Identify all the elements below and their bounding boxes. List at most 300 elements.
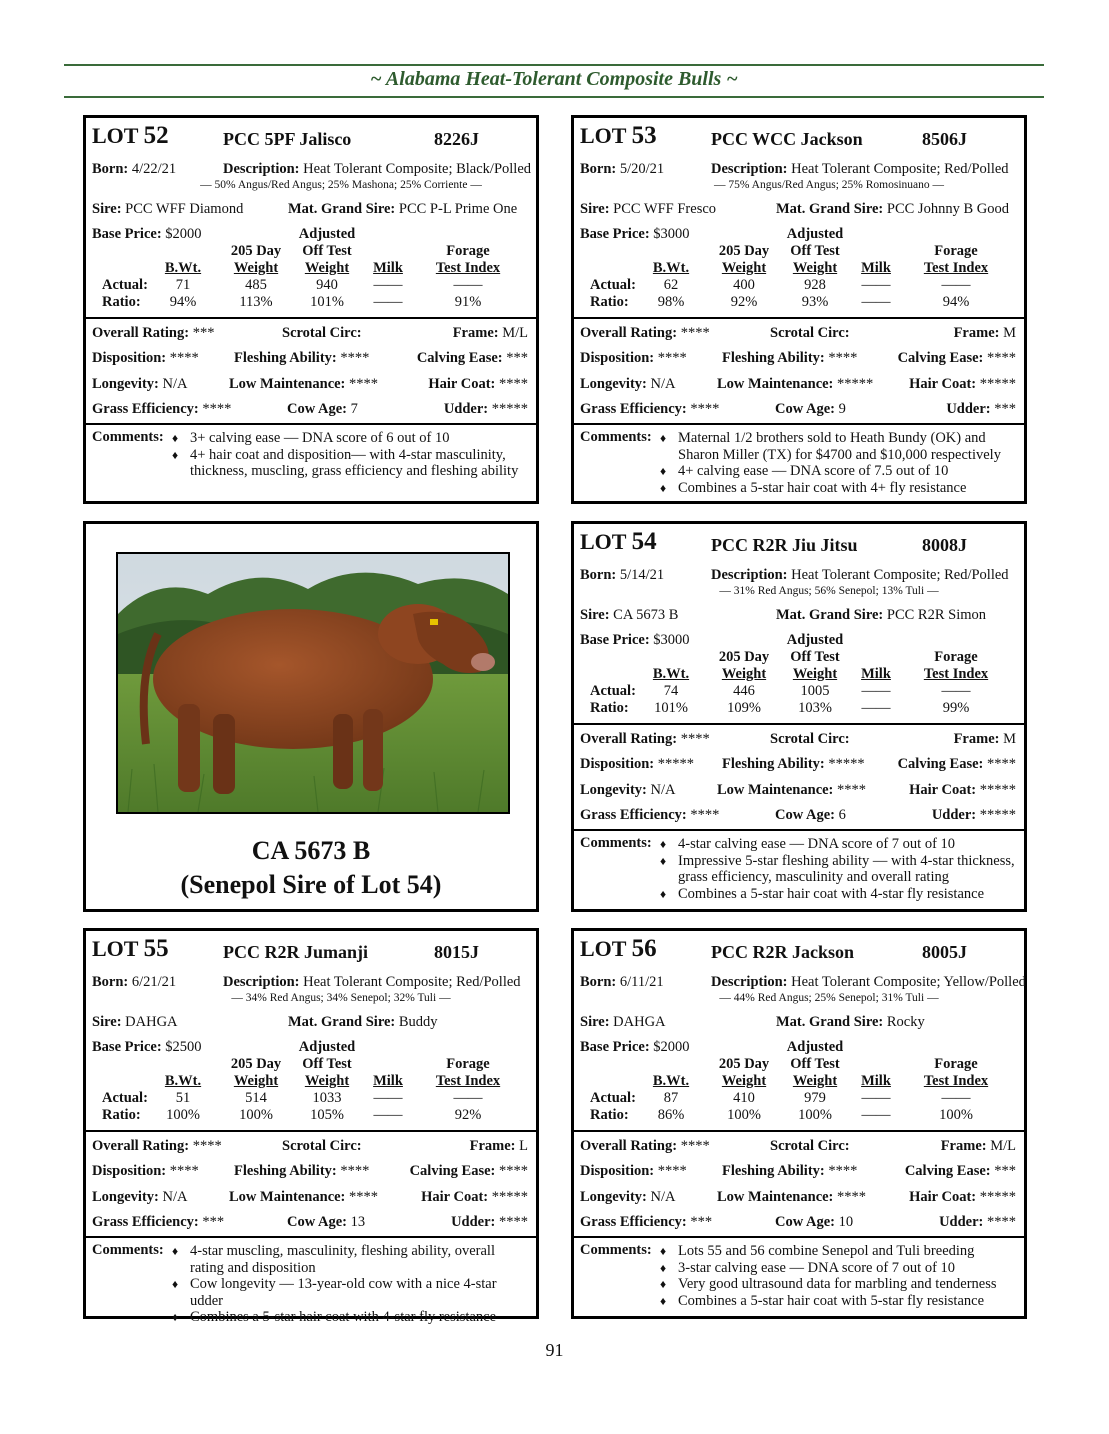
udder-label: Udder:: [939, 1214, 984, 1230]
fleshing-label: Fleshing Ability:: [722, 350, 825, 366]
mgs-label: Mat. Grand Sire:: [776, 1014, 884, 1030]
lowmaint-label: Low Maintenance:: [229, 376, 346, 392]
description-row: [223, 974, 521, 991]
overall-label: Overall Rating:: [580, 325, 678, 341]
col-offtest-header: Off Test: [302, 1056, 352, 1072]
ratio-forage: 91%: [454, 294, 482, 310]
calving-label: Calving Ease:: [897, 350, 984, 366]
fleshing-value: *****: [828, 756, 865, 772]
ratio-milk: ——: [373, 1107, 403, 1123]
sire-row: [92, 201, 243, 218]
overall-value: ****: [680, 325, 710, 341]
disposition: [92, 1163, 199, 1180]
divider: [574, 723, 1024, 725]
mgs-row: [776, 201, 1009, 218]
born-label: Born:: [580, 974, 617, 990]
col-bwt-header: B.Wt.: [164, 260, 202, 276]
calving-ease: [410, 1163, 528, 1180]
description-row: [711, 161, 1009, 178]
calving-value: ***: [506, 350, 528, 366]
lowmaint-value: ****: [349, 1189, 379, 1205]
overall-value: ****: [680, 1138, 710, 1154]
col-weight2-header: Weight: [304, 1073, 350, 1089]
longevity-value: N/A: [162, 376, 188, 392]
base-price-row: [92, 1039, 202, 1056]
udder-value: *****: [491, 401, 528, 417]
actual-forage: ——: [941, 1090, 971, 1106]
disposition-value: ****: [657, 350, 687, 366]
comments-list: [172, 1243, 528, 1326]
hair-coat: [421, 1189, 528, 1206]
diamond-bullet-icon: ♦: [660, 464, 667, 478]
actual-bwt: 87: [663, 1090, 679, 1106]
bull-name: PCC R2R Jumanji: [223, 942, 369, 962]
col-offtest-header: Off Test: [790, 1056, 840, 1072]
actual-label: Actual:: [102, 1090, 148, 1106]
ratio-bwt: 98%: [657, 294, 685, 310]
comment-item: [660, 1243, 1016, 1260]
disposition-label: Disposition:: [92, 350, 167, 366]
born-label: Born:: [92, 974, 129, 990]
breed-composition: — 31% Red Angus; 56% Senepol; 13% Tuli —: [719, 585, 939, 597]
comment-text: Cow longevity — 13-year-old cow with a nice 4-star udder: [190, 1276, 497, 1309]
tag-number: 8015J: [434, 942, 479, 962]
actual-label: Actual:: [102, 277, 148, 293]
lot-card-52: [83, 115, 539, 504]
actual-bwt: 51: [175, 1090, 191, 1106]
actual-offtest: 979: [804, 1090, 826, 1106]
comment-item: [660, 853, 1016, 886]
col-forage-header: Forage: [446, 243, 490, 259]
sire-value: CA 5673 B: [613, 607, 679, 623]
longevity: [92, 376, 187, 393]
divider: [574, 1236, 1024, 1238]
longevity: [580, 1189, 675, 1206]
col-weight2-header: Weight: [792, 666, 838, 682]
longevity-label: Longevity:: [92, 376, 159, 392]
calving-label: Calving Ease:: [897, 756, 984, 772]
actual-label: Actual:: [590, 277, 636, 293]
actual-205: 485: [245, 277, 267, 293]
calving-ease: [898, 350, 1016, 367]
comment-text: 4-star calving ease — DNA score of 7 out of 10: [678, 836, 956, 852]
cowage-label: Cow Age:: [287, 401, 348, 417]
longevity: [92, 1189, 187, 1206]
born-row: [580, 161, 664, 178]
description-value: Heat Tolerant Composite; Red/Polled: [303, 974, 521, 990]
col-testindex-header: Test Index: [923, 1073, 989, 1089]
lowmaint-value: ****: [837, 1189, 867, 1205]
page-header-title: ~ Alabama Heat-Tolerant Composite Bulls ~: [370, 68, 738, 90]
actual-forage: ——: [941, 683, 971, 699]
comment-text: 4+ hair coat and disposition— with 4-star masculinity, thickness, muscling, grass efficiency and fleshing ability: [190, 446, 519, 479]
ratio-milk: ——: [861, 294, 891, 310]
hair-label: Hair Coat:: [909, 376, 977, 392]
description-value: Heat Tolerant Composite; Red/Polled: [791, 161, 1009, 177]
bull-name: PCC R2R Jiu Jitsu: [711, 535, 858, 555]
frame: [954, 325, 1016, 342]
divider: [86, 1130, 536, 1132]
calving-value: ****: [987, 350, 1016, 366]
disposition-value: ****: [657, 1163, 687, 1179]
divider: [574, 317, 1024, 319]
col-205day-header: 205 Day: [230, 1056, 282, 1072]
ratio-forage: 94%: [942, 294, 970, 310]
low-maintenance: [717, 376, 873, 393]
calving-value: ****: [499, 1163, 528, 1179]
grass-efficiency: [580, 401, 719, 418]
grass-label: Grass Efficiency:: [92, 1214, 199, 1230]
actual-205: 400: [733, 277, 755, 293]
overall-rating: [580, 731, 710, 748]
col-forage-header: Forage: [934, 1056, 978, 1072]
col-205day-header: 205 Day: [230, 243, 282, 259]
tag-number: 8506J: [922, 129, 967, 149]
diamond-bullet-icon: ♦: [660, 1244, 667, 1258]
lowmaint-label: Low Maintenance:: [717, 1189, 834, 1205]
lot-card-54: [571, 521, 1027, 912]
sire-photo-card: [83, 521, 539, 912]
col-testindex-header: Test Index: [923, 666, 989, 682]
base-price-row: [580, 1039, 690, 1056]
udder-value: ****: [499, 1214, 528, 1230]
actual-offtest: 1005: [800, 683, 830, 699]
ratio-bwt: 100%: [166, 1107, 200, 1123]
sire-row: [580, 607, 678, 624]
frame-value: M: [1003, 731, 1016, 747]
diamond-bullet-icon: ♦: [172, 431, 179, 445]
base-price-row: [92, 226, 202, 243]
actual-offtest: 1033: [312, 1090, 342, 1106]
breed-composition: — 34% Red Angus; 34% Senepol; 32% Tuli —: [231, 992, 451, 1004]
frame-value: M/L: [502, 325, 528, 341]
longevity-value: N/A: [650, 376, 676, 392]
actual-forage: ——: [453, 1090, 483, 1106]
udder-label: Udder:: [931, 807, 977, 823]
cow-age: [775, 807, 846, 824]
disposition-label: Disposition:: [580, 1163, 655, 1179]
actual-milk: ——: [373, 277, 403, 293]
frame-label: Frame:: [452, 325, 499, 341]
col-forage-header: Forage: [934, 649, 978, 665]
divider: [86, 1236, 536, 1238]
overall-label: Overall Rating:: [92, 325, 190, 341]
sire-label: Sire:: [580, 201, 610, 217]
lot-label: LOT: [580, 123, 627, 148]
sire-label: Sire:: [580, 607, 610, 623]
born-row: [580, 567, 664, 584]
base-price-label: Base Price:: [580, 632, 650, 648]
hair-label: Hair Coat:: [421, 1189, 489, 1205]
calving-label: Calving Ease:: [416, 350, 503, 366]
comment-item: [660, 480, 1016, 497]
col-offtest-header: Off Test: [790, 243, 840, 259]
cowage-value: 6: [838, 807, 846, 823]
divider: [86, 317, 536, 319]
overall-rating: [580, 325, 710, 342]
cowage-label: Cow Age:: [775, 807, 836, 823]
breed-composition: — 44% Red Angus; 25% Senepol; 31% Tuli —: [719, 992, 939, 1004]
comments-label: Comments:: [92, 1242, 164, 1258]
scrotal-label: Scrotal Circ:: [282, 325, 362, 341]
grass-value: ***: [690, 1214, 713, 1230]
mgs-row: [288, 1014, 438, 1031]
diamond-bullet-icon: ♦: [172, 1244, 179, 1258]
bull-name: PCC R2R Jackson: [711, 942, 855, 962]
comment-text: Combines a 5-star hair coat with 4-star fly resistance: [678, 885, 985, 902]
comment-item: [172, 1243, 528, 1276]
col-bwt-header: B.Wt.: [652, 666, 690, 682]
actual-milk: ——: [861, 277, 891, 293]
diamond-bullet-icon: ♦: [172, 447, 179, 462]
hair-coat: [909, 376, 1016, 393]
base-price-value: $2000: [653, 1039, 690, 1055]
overall-value: ***: [192, 325, 215, 341]
comment-item: [172, 430, 528, 447]
grass-label: Grass Efficiency:: [92, 401, 199, 417]
comment-item: [172, 1276, 528, 1309]
description-value: Heat Tolerant Composite; Black/Polled: [303, 161, 531, 177]
born-row: [92, 974, 176, 991]
actual-offtest: 940: [316, 277, 338, 293]
col-205day-header: 205 Day: [718, 243, 770, 259]
lot-card-53: [571, 115, 1027, 504]
lowmaint-value: ****: [349, 376, 379, 392]
ratio-offtest: 100%: [798, 1107, 832, 1123]
actual-milk: ——: [861, 1090, 891, 1106]
base-price-value: $2500: [165, 1039, 202, 1055]
comment-text: Very good ultrasound data for marbling and tenderness: [678, 1276, 997, 1292]
description-row: [223, 161, 531, 178]
lowmaint-value: *****: [837, 376, 874, 392]
low-maintenance: [717, 1189, 866, 1206]
grass-label: Grass Efficiency:: [580, 807, 687, 823]
divider: [574, 1130, 1024, 1132]
disposition-value: ****: [169, 1163, 199, 1179]
col-forage-header: Forage: [934, 243, 978, 259]
scrotal-circ: [282, 1138, 362, 1155]
sire-row: [580, 1014, 666, 1031]
udder-label: Udder:: [946, 401, 991, 417]
disposition-label: Disposition:: [92, 1163, 167, 1179]
lot-heading: [580, 935, 657, 963]
ratio-offtest: 103%: [798, 700, 832, 716]
hair-value: *****: [979, 1189, 1016, 1205]
lot-number: 53: [631, 122, 657, 149]
hair-label: Hair Coat:: [909, 1189, 977, 1205]
hair-coat: [909, 1189, 1016, 1206]
bull-name: PCC WCC Jackson: [711, 129, 863, 149]
hair-value: *****: [979, 376, 1016, 392]
fleshing-value: ****: [828, 350, 858, 366]
ratio-milk: ——: [373, 294, 403, 310]
photo-caption-line1: CA 5673 B: [251, 836, 371, 865]
actual-205: 446: [733, 683, 755, 699]
cow-age: [287, 401, 358, 418]
divider: [86, 423, 536, 425]
col-205day-header: 205 Day: [718, 649, 770, 665]
description-value: Heat Tolerant Composite; Yellow/Polled: [791, 974, 1026, 990]
frame-value: M: [1003, 325, 1016, 341]
col-milk-header: Milk: [861, 260, 891, 276]
col-offtest-header: Off Test: [790, 649, 840, 665]
calving-label: Calving Ease:: [409, 1163, 496, 1179]
col-milk-header: Milk: [373, 260, 403, 276]
lot-number: 56: [631, 935, 657, 962]
ratio-205: 109%: [727, 700, 761, 716]
disposition-label: Disposition:: [580, 350, 655, 366]
fleshing-value: ****: [828, 1163, 858, 1179]
col-milk-header: Milk: [861, 1073, 891, 1089]
fleshing-label: Fleshing Ability:: [722, 756, 825, 772]
actual-offtest: 928: [804, 277, 826, 293]
grass-value: ****: [690, 401, 720, 417]
overall-rating: [92, 325, 214, 342]
comment-text: Impressive 5-star fleshing ability — with 4-star thickness, grass efficiency, masculinity and overall rating: [678, 852, 1015, 885]
cowage-value: 7: [350, 401, 358, 417]
description-label: Description:: [711, 567, 788, 583]
lowmaint-value: ****: [837, 782, 867, 798]
col-weight2-header: Weight: [304, 260, 350, 276]
comment-item: [660, 1276, 1016, 1293]
base-price-label: Base Price:: [92, 226, 162, 242]
sire-value: DAHGA: [125, 1014, 178, 1030]
ratio-bwt: 101%: [654, 700, 688, 716]
comments-label: Comments:: [580, 835, 652, 851]
actual-forage: ——: [941, 277, 971, 293]
hair-label: Hair Coat:: [909, 782, 977, 798]
cow-age: [775, 1214, 853, 1231]
description-value: Heat Tolerant Composite; Red/Polled: [791, 567, 1009, 583]
col-weight2-header: Weight: [792, 1073, 838, 1089]
comment-text: Maternal 1/2 brothers sold to Heath Bundy (OK) and Sharon Miller (TX) for $4700 and $10,000 respectively: [678, 430, 1001, 463]
cowage-value: 13: [350, 1214, 366, 1230]
scrotal-label: Scrotal Circ:: [770, 1138, 850, 1154]
calving-value: ***: [994, 1163, 1016, 1179]
fleshing-ability: [234, 1163, 369, 1180]
low-maintenance: [717, 782, 866, 799]
comments-label: Comments:: [92, 429, 164, 445]
cowage-label: Cow Age:: [775, 1214, 836, 1230]
longevity-value: N/A: [650, 782, 676, 798]
actual-205: 410: [733, 1090, 755, 1106]
overall-label: Overall Rating:: [580, 731, 678, 747]
ratio-label: Ratio:: [102, 1107, 141, 1123]
fleshing-ability: [234, 350, 369, 367]
grass-value: ***: [202, 1214, 225, 1230]
comments-list: [172, 430, 528, 480]
col-bwt-header: B.Wt.: [164, 1073, 202, 1089]
udder-value: ****: [987, 1214, 1016, 1230]
scrotal-label: Scrotal Circ:: [770, 731, 850, 747]
fleshing-value: ****: [340, 1163, 370, 1179]
description-row: [711, 974, 1026, 991]
fleshing-value: ****: [340, 350, 370, 366]
longevity: [580, 782, 675, 799]
ratio-label: Ratio:: [590, 294, 629, 310]
lot-heading: [580, 122, 657, 150]
ratio-bwt: 94%: [169, 294, 197, 310]
ratio-forage: 92%: [454, 1107, 482, 1123]
frame-value: M/L: [990, 1138, 1016, 1154]
base-price-label: Base Price:: [580, 1039, 650, 1055]
diamond-bullet-icon: ♦: [660, 431, 667, 445]
header-rule-top: [64, 64, 1044, 66]
mgs-label: Mat. Grand Sire:: [288, 201, 396, 217]
lot-number: 52: [143, 122, 169, 149]
actual-205: 514: [245, 1090, 267, 1106]
comment-text: 3-star calving ease — DNA score of 7 out of 10: [678, 1259, 956, 1276]
lot-heading: [92, 122, 169, 150]
ratio-bwt: 86%: [657, 1107, 685, 1123]
col-weight-header: Weight: [721, 666, 767, 682]
lowmaint-label: Low Maintenance:: [717, 376, 834, 392]
frame: [453, 325, 528, 342]
calving-ease: [905, 1163, 1016, 1180]
low-maintenance: [229, 1189, 378, 1206]
cowage-value: 9: [838, 401, 846, 417]
hair-coat: [909, 782, 1016, 799]
comment-item: [660, 886, 1016, 903]
actual-bwt: 71: [175, 277, 191, 293]
scrotal-circ: [770, 731, 850, 748]
col-testindex-header: Test Index: [435, 260, 501, 276]
overall-rating: [580, 1138, 710, 1155]
comment-text: Combines a 5-star hair coat with 4-star fly resistance: [190, 1309, 497, 1325]
born-label: Born:: [580, 161, 617, 177]
longevity-label: Longevity:: [580, 782, 647, 798]
lowmaint-label: Low Maintenance:: [229, 1189, 346, 1205]
ratio-offtest: 93%: [801, 294, 829, 310]
calving-label: Calving Ease:: [904, 1163, 991, 1179]
actual-label: Actual:: [590, 1090, 636, 1106]
lot-heading: [92, 935, 169, 963]
col-testindex-header: Test Index: [923, 260, 989, 276]
born-row: [92, 161, 176, 178]
sire-row: [580, 201, 716, 218]
fleshing-ability: [722, 350, 857, 367]
lot-number: 54: [631, 528, 657, 555]
comment-item: [660, 836, 1016, 853]
mgs-row: [288, 201, 517, 218]
udder: [451, 1214, 528, 1231]
cow-age: [775, 401, 846, 418]
born-value: 6/21/21: [131, 974, 177, 990]
base-price-row: [580, 632, 690, 649]
udder-value: ***: [994, 401, 1016, 417]
col-weight-header: Weight: [721, 260, 767, 276]
ratio-forage: 100%: [939, 1107, 973, 1123]
lot-heading: [580, 528, 657, 556]
disposition: [580, 756, 694, 773]
comments-list: [660, 836, 1016, 902]
udder: [444, 401, 528, 418]
calving-ease: [898, 756, 1016, 773]
diamond-bullet-icon: ♦: [660, 480, 667, 495]
fleshing-label: Fleshing Ability:: [234, 1163, 337, 1179]
diamond-bullet-icon: ♦: [660, 1293, 667, 1308]
col-weight2-header: Weight: [792, 260, 838, 276]
tag-number: 8008J: [922, 535, 967, 555]
sire-label: Sire:: [580, 1014, 610, 1030]
comment-item: [172, 447, 528, 480]
actual-forage: ——: [453, 277, 483, 293]
lot-label: LOT: [580, 936, 627, 961]
calving-value: ****: [987, 756, 1016, 772]
col-adjusted-header: Adjusted: [298, 1039, 356, 1055]
frame-value: L: [519, 1138, 528, 1154]
col-weight-header: Weight: [721, 1073, 767, 1089]
